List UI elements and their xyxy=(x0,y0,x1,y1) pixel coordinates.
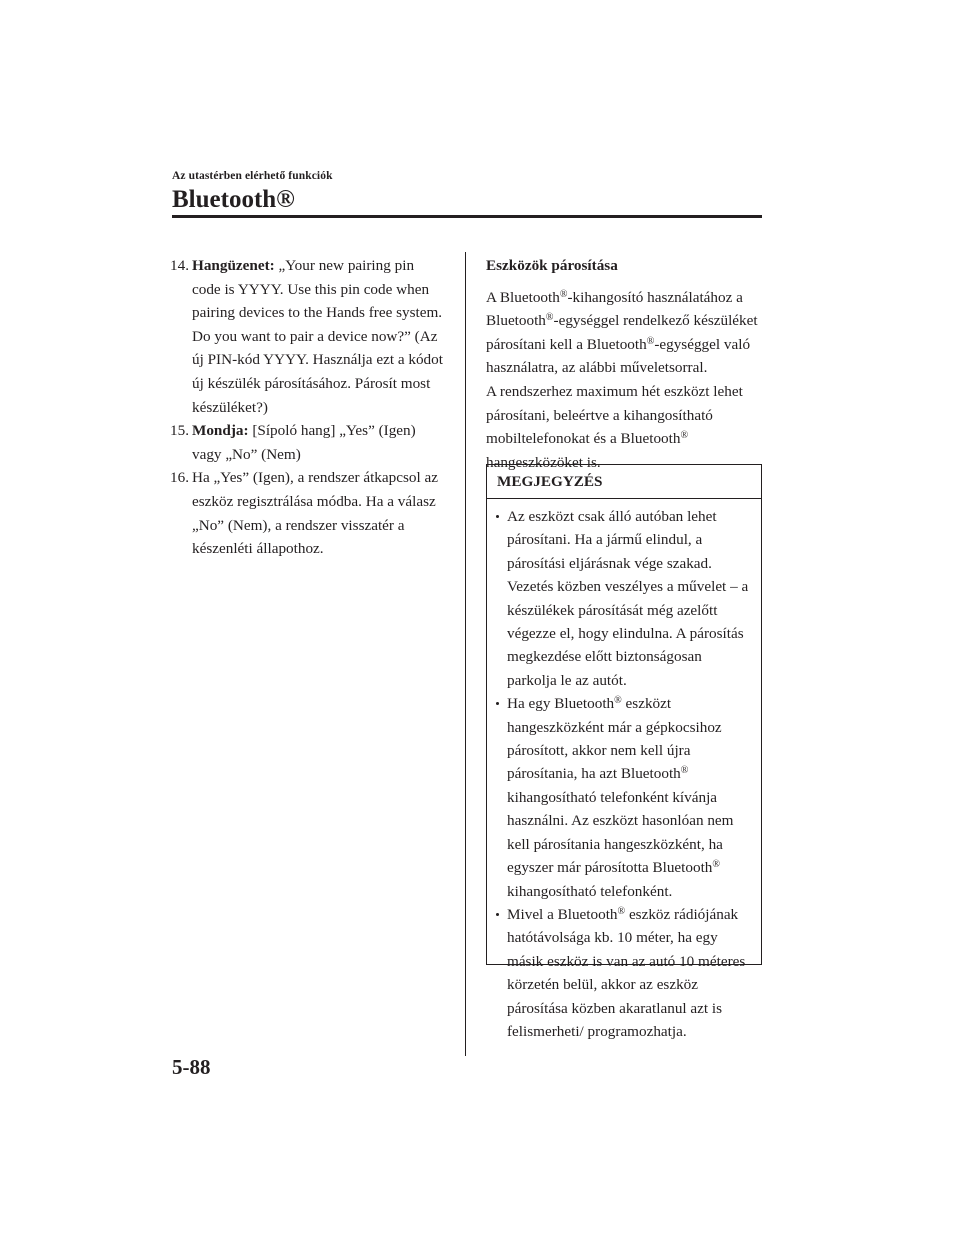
note-list xyxy=(487,499,761,1043)
note-item xyxy=(507,692,753,903)
text: A rendszerhez maximum hét eszközt lehet párosítani, beleértve a kihangosítható mobiltelefonokat és a Bluetooth xyxy=(486,382,743,448)
pairing-paragraph-2 xyxy=(486,380,763,474)
step-14 xyxy=(172,254,444,419)
text: -kihangosító használatához a Bluetooth xyxy=(486,288,743,330)
registered-mark: ® xyxy=(712,859,721,871)
step-content xyxy=(192,254,444,419)
left-column xyxy=(172,254,444,561)
note-text: kihangosítható telefonként. xyxy=(507,882,673,900)
note-text: eszközt hangeszközként már a gépkocsihoz párosított, akkor nem kell újra párosítania, ha azt Bluetooth xyxy=(507,695,722,783)
step-number: 15. xyxy=(170,422,189,440)
pairing-paragraph-1 xyxy=(486,286,763,380)
registered-mark: ® xyxy=(680,765,689,777)
note-item xyxy=(507,505,753,692)
pairing-heading: Eszközök párosítása xyxy=(486,257,618,274)
step-content xyxy=(192,419,444,466)
note-header: MEGJEGYZÉS xyxy=(487,465,761,499)
note-text: eszköz rádiójának hatótávolsága kb. 10 méter, ha egy másik eszköz is van az autó 10 méteres körzetén belül, akkor az eszköz párosítása közben akaratlanul azt is felismerheti/ programozhatja. xyxy=(507,905,746,1040)
bullet-icon xyxy=(496,913,499,916)
step-lead: Hangüzenet: xyxy=(192,257,275,274)
title-rule xyxy=(172,215,762,218)
registered-mark: ® xyxy=(545,312,554,324)
note-text: Az eszközt csak álló autóban lehet párosítani. Ha a jármű elindul, a párosítási eljárásnak vége szakad. Vezetés közben veszélyes a művelet – a készülékek párosítását még azelőtt végezze el, hogy elindulna. A párosítás megkezdése előtt biztonságosan parkolja le az autót. xyxy=(507,508,749,689)
step-number: 16. xyxy=(170,469,189,487)
step-16 xyxy=(172,466,444,560)
registered-mark: ® xyxy=(680,430,689,442)
note-box xyxy=(486,464,762,1040)
step-lead: Mondja: xyxy=(192,422,249,440)
page-title: Bluetooth® xyxy=(172,186,295,213)
bullet-icon xyxy=(496,702,499,705)
step-15 xyxy=(172,419,444,466)
note-text: kihangosítható telefonként kívánja használni. Az eszközt hasonlóan nem kell párosítania hangeszközként, ha egyszer már párosította Bluetooth xyxy=(507,788,734,877)
step-number: 14. xyxy=(170,257,189,274)
column-divider xyxy=(465,252,466,1056)
registered-mark: ® xyxy=(559,288,568,300)
registered-mark: ® xyxy=(617,905,626,917)
step-text: [Sípoló hang] „Yes” (Igen) vagy „No” (Nem) xyxy=(192,422,416,463)
step-content xyxy=(192,466,444,560)
section-label: Az utastérben elérhető funkciók xyxy=(172,170,333,182)
step-text: Ha „Yes” (Igen), a rendszer átkapcsol az eszköz regisztrálása módba. Ha a válasz „No” (Nem), a rendszer visszatér a készenléti állapothoz. xyxy=(192,469,438,558)
page-number: 5-88 xyxy=(172,1055,211,1079)
registered-mark: ® xyxy=(614,695,622,707)
text: A Bluetooth xyxy=(486,288,560,306)
step-text: „Your new pairing pin code is YYYY. Use this pin code when pairing devices to the Hands free system. Do you want to pair a device now?” (Az új PIN-kód YYYY. Használja ezt a kódot új készülék párosításához. Párosít most készüléket?) xyxy=(192,257,443,416)
bullet-icon xyxy=(496,515,499,518)
registered-mark: ® xyxy=(646,335,655,347)
note-item xyxy=(507,903,753,1043)
text: -egységgel való használatra, az alábbi műveletsorral. xyxy=(486,335,751,377)
note-text: Mivel a Bluetooth xyxy=(507,905,618,923)
text: -egységgel rendelkező készüléket párosítani kell a Bluetooth xyxy=(486,312,758,353)
text: hangeszközöket is. xyxy=(486,453,601,471)
right-column xyxy=(486,254,763,474)
note-text: Ha egy Bluetooth xyxy=(507,695,615,713)
